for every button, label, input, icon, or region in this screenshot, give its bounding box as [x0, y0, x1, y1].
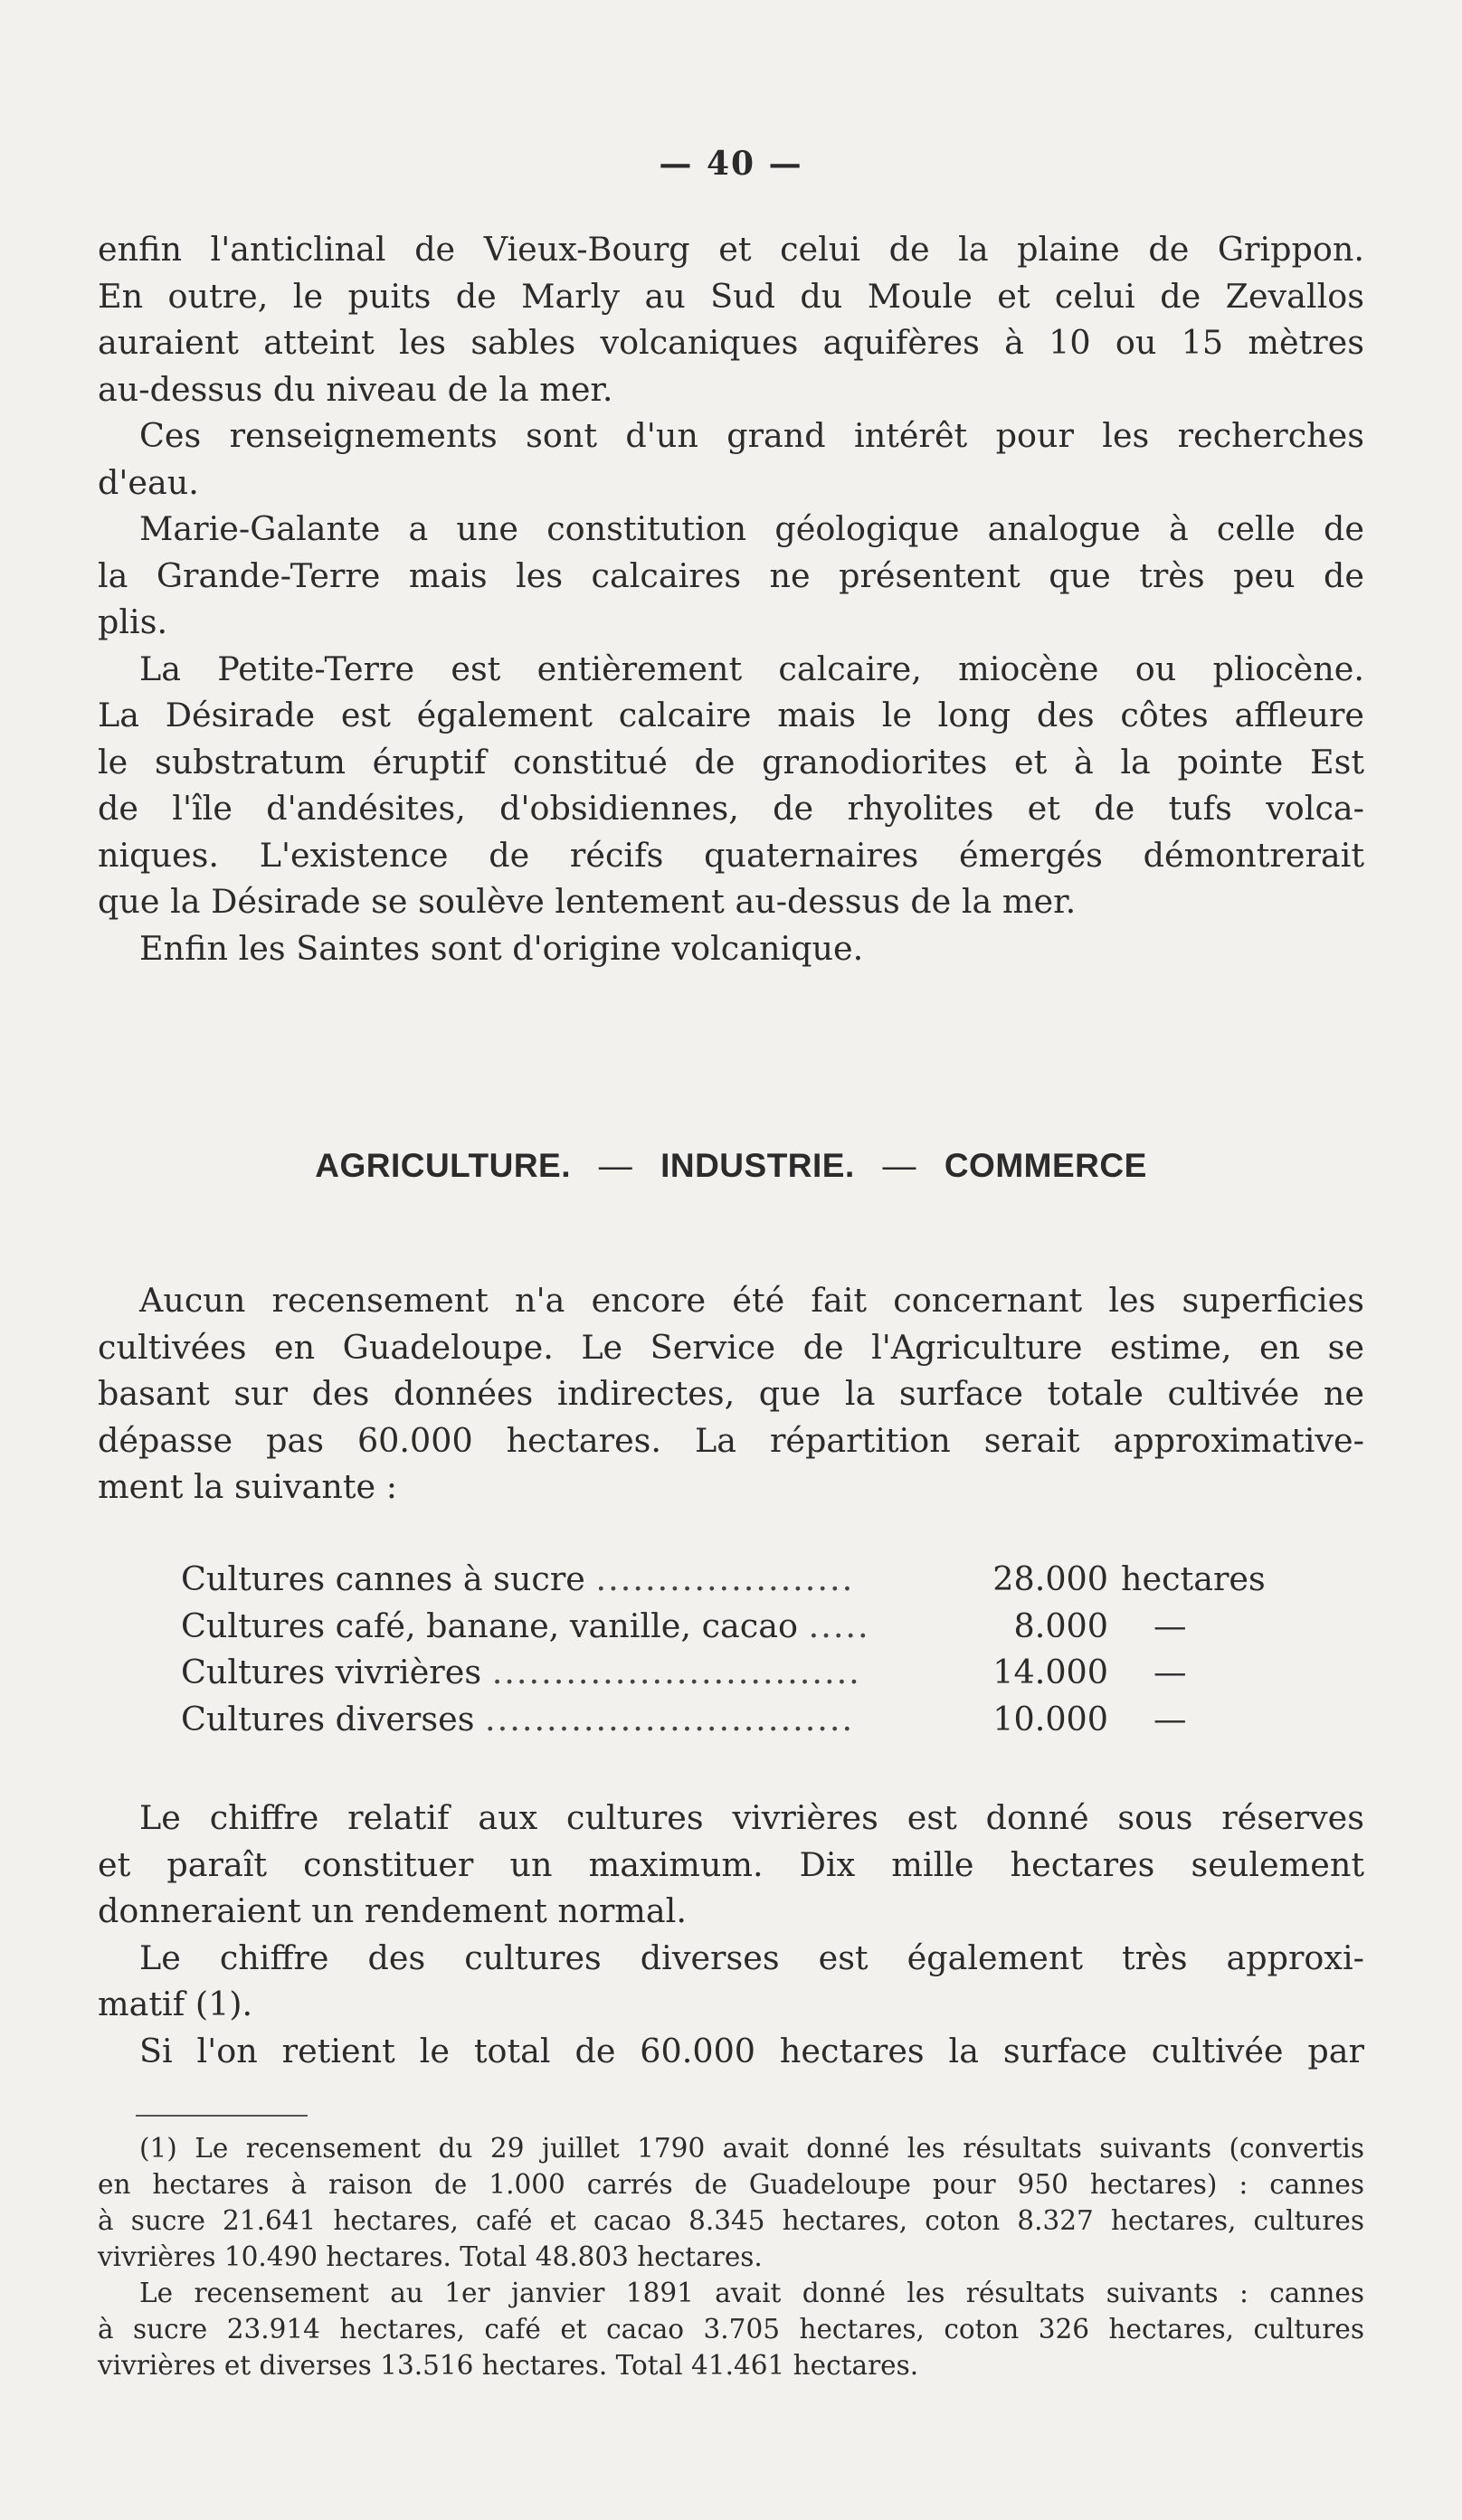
heading-part: INDUSTRIE.	[660, 1147, 855, 1184]
table-row	[181, 1696, 1294, 1743]
text-line: Aucun recensement n'a encore été fait concernant les superficies	[139, 1281, 1364, 1320]
heading-dash: —	[598, 1147, 633, 1184]
leader-dots: ..............................	[491, 1653, 861, 1692]
crop-unit: —	[1153, 1606, 1187, 1645]
crop-unit: hectares	[1121, 1559, 1266, 1599]
paragraph	[98, 1795, 1364, 1935]
paragraph	[98, 2028, 1364, 2075]
crop-value: 8.000	[1013, 1606, 1108, 1645]
footnote	[98, 2275, 1364, 2383]
footnote-line: vivrières et diverses 13.516 hectares. Total 41.461 hectares.	[98, 2350, 919, 2381]
text-line: auraient atteint les sables volcaniques aquifères à 10 ou 15 mètres	[98, 323, 1364, 362]
text-line: dépasse pas 60.000 hectares. La répartition serait approximative-	[98, 1420, 1364, 1460]
text-line: Le chiffre des cultures diverses est également très approxi-	[139, 1937, 1364, 1977]
text-line: ment la suivante :	[98, 1467, 397, 1506]
agriculture-intro	[98, 1277, 1364, 1511]
footnote	[98, 2130, 1364, 2275]
crop-name: Cultures café, banane, vanille, cacao	[181, 1606, 798, 1645]
text-line: cultivées en Guadeloupe. Le Service de l'Agriculture estime, en se	[98, 1327, 1364, 1367]
text-line: enfin l'anticlinal de Vieux-Bourg et celui de la plaine de Grippon.	[98, 230, 1364, 269]
leader-dots: ..............................	[485, 1699, 855, 1738]
footnotes	[98, 2130, 1364, 2383]
crop-value: 14.000	[992, 1653, 1108, 1692]
text-line: La Petite-Terre est entièrement calcaire, miocène ou pliocène.	[139, 649, 1364, 688]
text-line: Si l'on retient le total de 60.000 hectares la surface cultivée par	[139, 2031, 1364, 2070]
geology-text-block	[98, 226, 1364, 971]
text-line: de l'île d'andésites, d'obsidiennes, de rhyolites et de tufs volca-	[98, 789, 1364, 828]
text-line: d'eau.	[98, 462, 199, 502]
footnote-line: à sucre 23.914 hectares, café et cacao 3.705 hectares, coton 326 hectares, cultures	[98, 2314, 1364, 2345]
text-line: le substratum éruptif constitué de granodiorites et à la pointe Est	[98, 742, 1364, 782]
section-heading	[0, 1147, 1462, 1185]
text-line: donneraient un rendement normal.	[98, 1891, 687, 1930]
paragraph	[98, 412, 1364, 506]
text-line: et paraît constituer un maximum. Dix mille hectares seulement	[98, 1844, 1364, 1884]
text-line: Enfin les Saintes sont d'origine volcanique.	[139, 928, 864, 968]
paragraph	[98, 646, 1364, 925]
crop-area-table	[181, 1556, 1294, 1742]
text-line: au-dessus du niveau de la mer.	[98, 369, 613, 409]
crop-name: Cultures diverses	[181, 1699, 475, 1738]
text-line: la Grande-Terre mais les calcaires ne présentent que très peu de	[98, 555, 1364, 595]
paragraph	[98, 1935, 1364, 2028]
text-line: que la Désirade se soulève lentement au-dessus de la mer.	[98, 882, 1077, 921]
text-line: basant sur des données indirectes, que la surface totale cultivée ne	[98, 1374, 1364, 1413]
text-line: Ces renseignements sont d'un grand intérêt pour les recherches	[139, 416, 1364, 455]
crop-name: Cultures vivrières	[181, 1653, 482, 1692]
text-line: La Désirade est également calcaire mais le long des côtes affleure	[98, 696, 1364, 734]
crop-value: 10.000	[992, 1699, 1108, 1738]
heading-part: COMMERCE	[944, 1147, 1147, 1184]
footnote-line: (1) Le recensement du 29 juillet 1790 avait donné les résultats suivants (convertis	[139, 2133, 1364, 2164]
crop-name: Cultures cannes à sucre	[181, 1559, 585, 1599]
text-line: plis.	[98, 602, 168, 641]
table-row	[181, 1556, 1294, 1603]
heading-part: AGRICULTURE.	[315, 1147, 572, 1184]
text-line: Marie-Galante a une constitution géologique analogue à celle de	[139, 509, 1364, 548]
text-line: niques. L'existence de récifs quaternaires émergés démontrerait	[98, 835, 1364, 875]
leader-dots: .....................	[595, 1559, 855, 1599]
crop-unit: —	[1153, 1653, 1187, 1692]
crop-unit: —	[1153, 1699, 1187, 1738]
table-row	[181, 1603, 1294, 1650]
crop-value: 28.000	[992, 1559, 1108, 1599]
table-row	[181, 1649, 1294, 1696]
paragraph	[98, 226, 1364, 412]
paragraph	[98, 506, 1364, 646]
footnote-line: à sucre 21.641 hectares, café et cacao 8.345 hectares, coton 8.327 hectares, cultures	[98, 2205, 1364, 2236]
leader-dots: .....	[808, 1606, 870, 1645]
agriculture-text-block	[98, 1795, 1364, 2074]
text-line: Le chiffre relatif aux cultures vivrières est donné sous réserves	[139, 1798, 1364, 1837]
text-line: matif (1).	[98, 1985, 253, 2023]
footnote-separator	[136, 2115, 308, 2117]
paragraph	[98, 925, 1364, 972]
footnote-line: Le recensement au 1er janvier 1891 avait donné les résultats suivants : cannes	[139, 2278, 1364, 2308]
footnote-line: vivrières 10.490 hectares. Total 48.803 hectares.	[98, 2241, 763, 2272]
text-line: En outre, le puits de Marly au Sud du Moule et celui de Zevallos	[98, 276, 1364, 316]
heading-dash: —	[882, 1147, 917, 1184]
page-number: — 40 —	[659, 145, 803, 183]
footnote-line: en hectares à raison de 1.000 carrés de Guadeloupe pour 950 hectares) : cannes	[98, 2169, 1364, 2200]
